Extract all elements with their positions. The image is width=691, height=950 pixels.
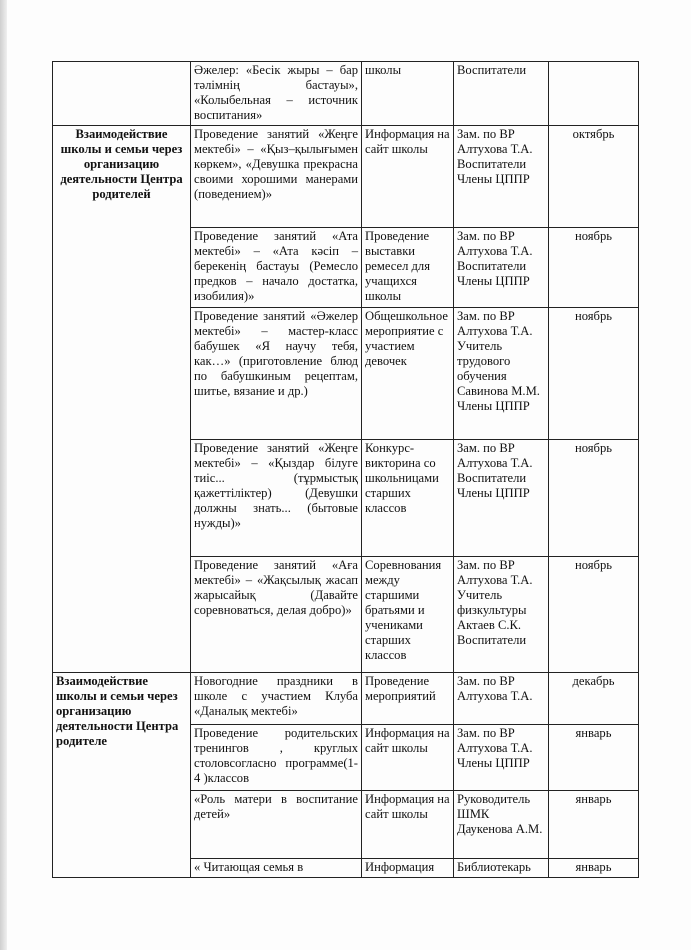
responsible-cell: Воспитатели [454,62,549,126]
month-cell: январь [549,791,639,859]
responsible-cell: Зам. по ВР Алтухова Т.А. Учитель физкультуры Актаев С.К. Воспитатели [454,557,549,673]
month-cell: ноябрь [549,228,639,308]
month-cell: январь [549,725,639,791]
event-cell: Проведение занятий «Аға мектебі» – «Жақсылық жасап жарысайық (Давайте соревноваться, делая добро)» [191,557,362,673]
event-cell: «Роль матери в воспитание детей» [191,791,362,859]
responsible-cell: Зам. по ВР Алтухова Т.А. Воспитатели Члены ЦППР [454,126,549,228]
month-cell: ноябрь [549,557,639,673]
section-cell: Взаимодействие школы и семьи через организацию деятельности Центра родителе [53,673,191,878]
scan-page-edge [0,0,7,950]
section-cell-empty [53,62,191,126]
responsible-cell: Зам. по ВР Алтухова Т.А. Воспитатели Члены ЦППР [454,228,549,308]
form-cell: Проведение выставки ремесел для учащихся школы [362,228,454,308]
event-cell: Проведение занятий «Әжелер мектебі» – мастер-класс бабушек «Я научу тебя, как…» (приготовление блюд по бабушкиным рецептам, шитье, вязание и др.) [191,308,362,440]
table-row [53,126,639,228]
form-cell: школы [362,62,454,126]
form-cell: Информация на сайт школы [362,791,454,859]
form-cell: Информация на сайт школы [362,725,454,791]
month-cell: ноябрь [549,440,639,557]
event-cell: Әжелер: «Бесік жыры – бар тәлімнің бастауы», «Колыбельная – источник воспитания» [191,62,362,126]
responsible-cell: Зам. по ВР Алтухова Т.А. Воспитатели Члены ЦППР [454,440,549,557]
month-cell: октябрь [549,126,639,228]
event-cell: Проведение занятий «Ата мектебі» – «Ата кәсіп – берекенің бастауы (Ремесло предков – начало достатка, изобилия)» [191,228,362,308]
event-cell: Проведение занятий «Жеңге мектебі» – «Қыз–қылығымен көркем», «Девушка прекрасна своими хорошими манерами (поведением)» [191,126,362,228]
form-cell: Информация [362,859,454,878]
table-row [53,673,639,725]
month-cell [549,62,639,126]
table-row [53,62,639,126]
section-cell: Взаимодействие школы и семьи через организацию деятельности Центра родителей [53,126,191,673]
form-cell: Проведение мероприятий [362,673,454,725]
form-cell: Общешкольное мероприятие с участием девочек [362,308,454,440]
event-cell: « Читающая семья в [191,859,362,878]
responsible-cell: Библиотекарь [454,859,549,878]
event-cell: Проведение занятий «Жеңге мектебі» – «Қыздар білуге тиіс... (тұрмыстық қажеттіліктер) (Девушки должны знать... (бытовые нужды)» [191,440,362,557]
form-cell: Информация на сайт школы [362,126,454,228]
form-cell: Соревнования между старшими братьями и учениками старших классов [362,557,454,673]
responsible-cell: Руководитель ШМК Даукенова А.М. [454,791,549,859]
event-cell: Новогодние праздники в школе с участием Клуба «Даналық мектебі» [191,673,362,725]
event-plan-table [52,61,639,878]
responsible-cell: Зам. по ВР Алтухова Т.А. [454,673,549,725]
month-cell: январь [549,859,639,878]
responsible-cell: Зам. по ВР Алтухова Т.А. Члены ЦППР [454,725,549,791]
responsible-cell: Зам. по ВР Алтухова Т.А. Учитель трудового обучения Савинова М.М. Члены ЦППР [454,308,549,440]
event-cell: Проведение родительских тренингов , круглых столовсогласно программе(1-4 )классов [191,725,362,791]
form-cell: Конкурс-викторина со школьницами старших классов [362,440,454,557]
month-cell: ноябрь [549,308,639,440]
month-cell: декабрь [549,673,639,725]
